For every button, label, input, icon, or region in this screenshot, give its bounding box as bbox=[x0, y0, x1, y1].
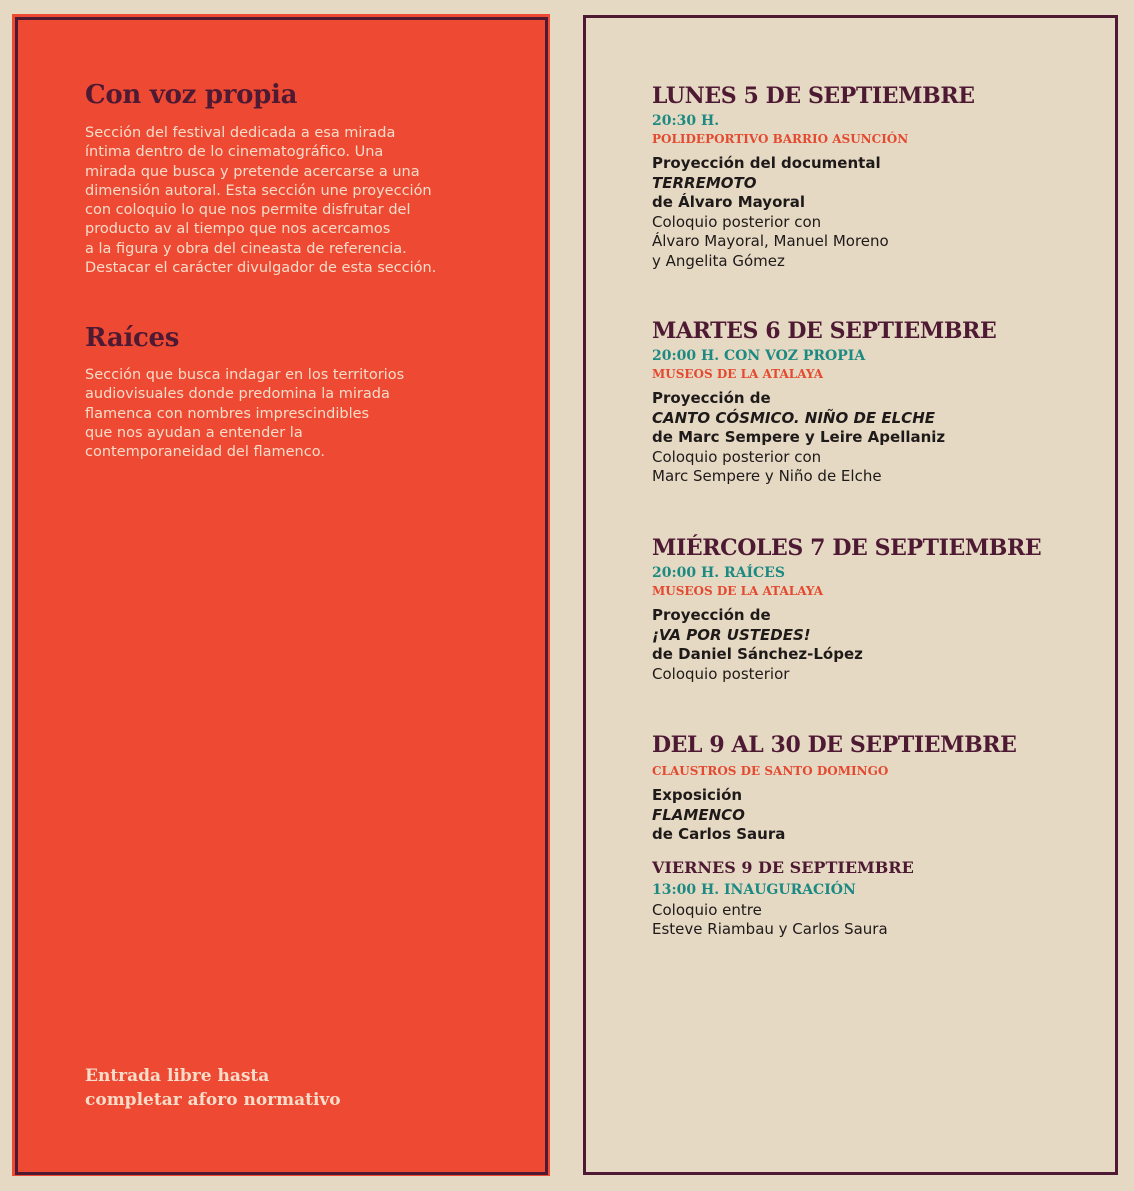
event-venue: POLIDEPORTIVO BARRIO ASUNCIÓN bbox=[652, 132, 909, 146]
event-description bbox=[652, 389, 1092, 487]
body-line: con coloquio lo que nos permite disfrutar del bbox=[85, 202, 411, 219]
footer-line: Entrada libre hasta bbox=[85, 1066, 270, 1086]
event-time: 20:30 H. bbox=[652, 113, 720, 129]
body-line: contemporaneidad del flamenco. bbox=[85, 444, 325, 461]
body-line: que nos ayudan a entender la bbox=[85, 424, 303, 441]
body-line: flamenca con nombres imprescindibles bbox=[85, 405, 370, 422]
body-line: íntima dentro de lo cinematográfico. Una bbox=[85, 144, 384, 161]
section-title-con-voz-propia: Con voz propia bbox=[85, 80, 298, 110]
event-line: y Angelita Gómez bbox=[652, 251, 785, 270]
event-description bbox=[652, 154, 1092, 271]
event-film-title: ¡VA POR USTEDES! bbox=[652, 625, 811, 644]
body-line: mirada que busca y pretende acercarse a una bbox=[85, 163, 420, 180]
event-line: Proyección del documental bbox=[652, 154, 881, 172]
free-entry-note bbox=[85, 1064, 341, 1112]
event-line: Coloquio posterior con bbox=[652, 212, 822, 231]
event-line: de Marc Sempere y Leire Apellaniz bbox=[652, 428, 946, 446]
event-venue: MUSEOS DE LA ATALAYA bbox=[652, 584, 824, 598]
event-time: 13:00 H. INAUGURACIÓN bbox=[652, 881, 856, 898]
event-subday: VIERNES 9 DE SEPTIEMBRE bbox=[652, 857, 914, 877]
body-line: producto av al tiempo que nos acercamos bbox=[85, 221, 391, 238]
event-line: Marc Sempere y Niño de Elche bbox=[652, 467, 882, 485]
body-line: a la figura y obra del cineasta de referencia. bbox=[85, 240, 407, 257]
section-body-raices bbox=[85, 366, 485, 462]
event-lunes-5 bbox=[652, 82, 1092, 271]
event-film-title: CANTO CÓSMICO. NIÑO DE ELCHE bbox=[652, 408, 935, 427]
event-description bbox=[652, 606, 1092, 684]
event-day: MIÉRCOLES 7 DE SEPTIEMBRE bbox=[652, 535, 1042, 561]
event-film-title: FLAMENCO bbox=[652, 805, 745, 824]
event-miercoles-7 bbox=[652, 534, 1092, 684]
event-time: 20:00 H. CON VOZ PROPIA bbox=[652, 348, 866, 364]
event-line: Proyección de bbox=[652, 389, 771, 407]
event-line: de Álvaro Mayoral bbox=[652, 193, 806, 211]
event-line: de Carlos Saura bbox=[652, 825, 786, 843]
event-del-9-al-30 bbox=[652, 731, 1092, 940]
event-venue: MUSEOS DE LA ATALAYA bbox=[652, 367, 824, 381]
event-description bbox=[652, 901, 1092, 940]
event-line: Proyección de bbox=[652, 606, 771, 624]
body-line: Destacar el carácter divulgador de esta sección. bbox=[85, 260, 437, 277]
event-line: Coloquio posterior con bbox=[652, 447, 822, 466]
event-film-title: TERREMOTO bbox=[652, 173, 757, 192]
event-day: MARTES 6 DE SEPTIEMBRE bbox=[652, 318, 997, 344]
body-line: Sección que busca indagar en los territorios bbox=[85, 367, 405, 383]
section-title-raices: Raíces bbox=[85, 323, 180, 353]
event-day: LUNES 5 DE SEPTIEMBRE bbox=[652, 83, 975, 109]
event-line: Exposición bbox=[652, 786, 743, 804]
section-body-con-voz-propia bbox=[85, 124, 485, 278]
body-line: audiovisuales donde predomina la mirada bbox=[85, 386, 390, 403]
body-line: dimensión autoral. Esta sección une proyección bbox=[85, 182, 432, 199]
footer-line: completar aforo normativo bbox=[85, 1090, 341, 1110]
event-line: Coloquio posterior bbox=[652, 664, 790, 683]
event-day: DEL 9 AL 30 DE SEPTIEMBRE bbox=[652, 732, 1017, 758]
event-line: Álvaro Mayoral, Manuel Moreno bbox=[652, 232, 889, 250]
event-line: de Daniel Sánchez-López bbox=[652, 645, 863, 663]
event-description bbox=[652, 786, 1092, 845]
body-line: Sección del festival dedicada a esa mirada bbox=[85, 125, 396, 141]
event-time: 20:00 H. RAÍCES bbox=[652, 565, 785, 581]
event-line: Esteve Riambau y Carlos Saura bbox=[652, 920, 888, 938]
event-venue: CLAUSTROS DE SANTO DOMINGO bbox=[652, 764, 889, 778]
event-martes-6 bbox=[652, 317, 1092, 487]
event-line: Coloquio entre bbox=[652, 900, 762, 919]
